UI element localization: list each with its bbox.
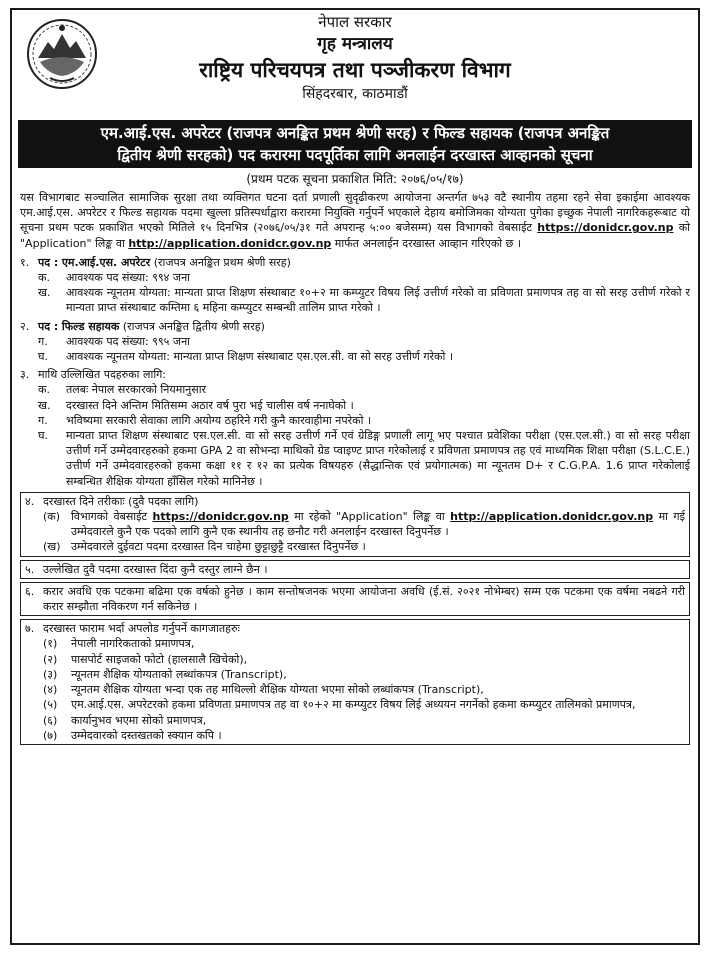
section-5 <box>20 560 690 579</box>
list-item: (ख) उम्मेदवारले दुईवटा पदमा दरखास्त दिन चाहेमा छुट्टाछुट्टै दरखास्त दिनुपर्नेछ । <box>43 540 366 554</box>
publication-date: (प्रथम पटक सूचना प्रकाशित मिति: २०७६/०५/१७) <box>246 172 464 186</box>
header <box>12 10 698 120</box>
list-item: ख. आवश्यक न्यूनतम योग्यता: मान्यता प्राप्त शिक्षण संस्थाबाट १०+२ मा कम्प्युटर विषय लिई उत्तीर्ण गरेको वा प्रविणता प्रमाणपत्र तह वा सो सरह उत्तीर्ण गरेको र मान्यता प्राप्त संस्थाबाट कम्तिमा ६ महिना कम्प्युटर सम्बन्धी तालिम प्राप्त गरेको । <box>38 286 690 315</box>
section-7 <box>20 619 690 745</box>
list-item: (२) पासपोर्ट साइजको फोटो (हालसालै खिचेको), <box>43 652 248 666</box>
department-address: सिंहदरबार, काठमाडौं <box>302 86 408 102</box>
list-item: ग. भविष्यमा सरकारी सेवाका लागि अयोग्य ठहरिने गरी कुनै कारवाहीमा नपरेको । <box>38 413 372 427</box>
intro-end-text: मार्फत अनलाईन दरखास्त आव्हान गरिएको छ । <box>334 236 522 250</box>
section-3 <box>20 367 690 489</box>
list-item: (१) नेपाली नागरिकताको प्रमाणपत्र, <box>43 637 195 651</box>
intro-text: यस विभागबाट सञ्चालित सामाजिक सुरक्षा तथा व्यक्तिगत घटना दर्ता प्रणाली सुदृढीकरण आयोजना अन्तर्गत ७५३ वटै स्थानीय तहमा रहने सेवा इकाईमा आवश्यक एम.आई.एस. अपरेटर र फिल्ड सहायक पदमा खुल्ला प्रतिस्पर्धाद्वारा करारमा नियुक्ति गर्नुपर्ने भएकाले देहाय बमोजिमका योग्यता पुगेका इच्छुक नेपाली नागरिकहरूबाट यो सूचना प्रथम पटक प्रकाशित भएको मितिले १५ दिनभित्र (२०७६/०५/३१ गते अपरान्ह ५:०० बजेसम्म) यस विभागको वेबसाईट <box>20 191 690 235</box>
section-heading: दरखास्त फाराम भर्दा अपलोड गर्नुपर्ने कागजातहरुः <box>43 622 240 636</box>
list-item: घ. मान्यता प्राप्त शिक्षण संस्थाबाट एस.एल.सी. वा सो सरह उत्तीर्ण गर्ने एवं ग्रेडिङ्ग प्रणाली लागू भए पश्चात प्रवेशिका परीक्षा (एस.एल.सी.) वा सो सरह परीक्षा उत्तीर्ण गर्ने उम्मेदवारहरुको हकमा GPA 2 वा सोभन्दा माथिको ग्रेड प्वाइण्ट प्राप्त गरेकोलाई र प्रविणता प्रमाणपत्र तह एवं माध्यमिक शिक्षा परीक्षा (S.L.C.E.) उत्तीर्ण गर्ने उम्मेदवारहरुको हकमा कक्षा ११ र १२ का प्रत्येक विषयहरु (सैद्धान्तिक एवं प्रयोगात्मक) मा न्यूनतम D+ र C.G.P.A. 1.6 प्राप्त गरेकोलाई सम्बन्धित शैक्षिक योग्यता हाँसिल गरेको मानिनेछ । <box>38 429 690 488</box>
post-rank: (राजपत्र अनङ्कित द्वितीय श्रेणी सरह) <box>122 319 265 333</box>
list-item: ग. आवश्यक पद संख्या: ९९५ जना <box>38 334 191 348</box>
list-item: (३) न्यूनतम शैक्षिक योग्यताको लब्धांकपत्र (Transcript), <box>43 667 287 681</box>
section-number: ६. <box>25 584 35 598</box>
post-label: पद : <box>38 319 59 333</box>
list-item: क. तलबः नेपाल सरकारको नियमानुसार <box>38 383 207 397</box>
ministry-name: गृह मन्त्रालय <box>317 34 393 54</box>
list-item: (४) न्यूनतम शैक्षिक योग्यता भन्दा एक तह माथिल्लो शैक्षिक योग्यता भएमा सोको लब्धांकपत्र (Transcript), <box>43 683 484 697</box>
section-text: करार अवधि एक पटकमा बढिमा एक वर्षको हुनेछ । काम सन्तोषजनक भएमा आयोजना अवधि (ई.सं. २०२१ नोभेम्बर) सम्म एक पटकमा एक वर्षमा नबढने गरी करार सम्झौता नविकरण गर्न सकिनेछ । <box>43 584 685 614</box>
website-link[interactable]: https://donidcr.gov.np <box>152 510 289 524</box>
list-item: (७) उम्मेदवारको दस्तखतको स्क्यान कपि । <box>43 728 222 742</box>
post-name-mis-operator: एम.आई.एस. अपरेटर <box>61 255 151 269</box>
section-number: १. <box>20 255 30 269</box>
list-item: घ. आवश्यक न्यूनतम योग्यता: मान्यता प्राप्त शिक्षण संस्थाबाट एस.एल.सी. वा सो सरह उत्तीर्ण गरेको । <box>38 350 454 364</box>
section-number: ५. <box>25 562 35 576</box>
website-link[interactable]: https://donidcr.gov.np <box>537 221 674 235</box>
list-item: क. आवश्यक पद संख्या: ९९४ जना <box>38 271 191 285</box>
intro-mid-text: को "Application" लिङ्क वा <box>20 221 691 250</box>
list-item: (५) एम.आई.एस. अपरेटरको हकमा प्रविणता प्रमाणपत्र तह वा १०+२ मा कम्प्युटर विषय लिई अध्ययन नगर्नेको हकमा कम्प्युटर तालिमको प्रमाणपत्र, <box>43 698 636 712</box>
section-number: २. <box>20 319 30 333</box>
post-rank: (राजपत्र अनङ्कित प्रथम श्रेणी सरह) <box>153 255 291 269</box>
list-item: (क) विभागको वेबसाईट https://donidcr.gov.np मा रहेको "Application" लिङ्क वा http://application.donidcr.gov.np मा गई उम्मेदवारले कुनै एक पदको लागि कुनै एक स्थानीय तह छनौट गरी अनलाईन दरखास्त दिनुपर्नेछ । <box>43 510 685 539</box>
section-number: ७. <box>25 622 35 636</box>
notice-title <box>18 120 692 168</box>
post-name-field-assistant: फिल्ड सहायक <box>61 319 120 333</box>
list-item: (६) कार्यानुभव भएमा सोको प्रमाणपत्र, <box>43 713 207 727</box>
notice-page <box>10 8 700 945</box>
nepal-government-emblem-icon <box>26 18 98 90</box>
post-label: पद : <box>38 255 59 269</box>
notice-title-line-1: एम.आई.एस. अपरेटर (राजपत्र अनङ्कित प्रथम श्रेणी सरह) र फिल्ड सहायक (राजपत्र अनङ्कित <box>100 124 610 142</box>
section-4 <box>20 492 690 557</box>
government-name: नेपाल सरकार <box>318 13 392 31</box>
section-number: ३. <box>20 368 30 382</box>
application-link[interactable]: http://application.donidcr.gov.np <box>450 510 654 524</box>
section-6 <box>20 582 690 616</box>
section-2 <box>20 319 690 365</box>
section-heading: दरखास्त दिने तरीकाः (दुवै पदका लागि) <box>43 494 199 508</box>
department-name: राष्ट्रिय परिचयपत्र तथा पञ्जीकरण विभाग <box>199 58 511 82</box>
section-heading: माथि उल्लिखित पदहरुका लागि: <box>38 368 167 382</box>
application-link[interactable]: http://application.donidcr.gov.np <box>128 236 332 250</box>
section-1 <box>20 255 690 316</box>
list-item: ख. दरखास्त दिने अन्तिम मितिसम्म अठार वर्ष पुरा भई चालीस वर्ष ननाघेको । <box>38 398 354 412</box>
section-number: ४. <box>25 494 35 508</box>
section-text: उल्लेखित दुवै पदमा दरखास्त दिंदा कुनै दस्तुर लाग्ने छैन । <box>43 562 268 576</box>
notice-title-line-2: द्वितीय श्रेणी सरहको) पद करारमा पदपूर्तिका लागि अनलाईन दरखास्त आव्हानको सूचना <box>117 146 593 164</box>
intro-paragraph <box>20 190 690 251</box>
notice-body <box>12 190 698 745</box>
